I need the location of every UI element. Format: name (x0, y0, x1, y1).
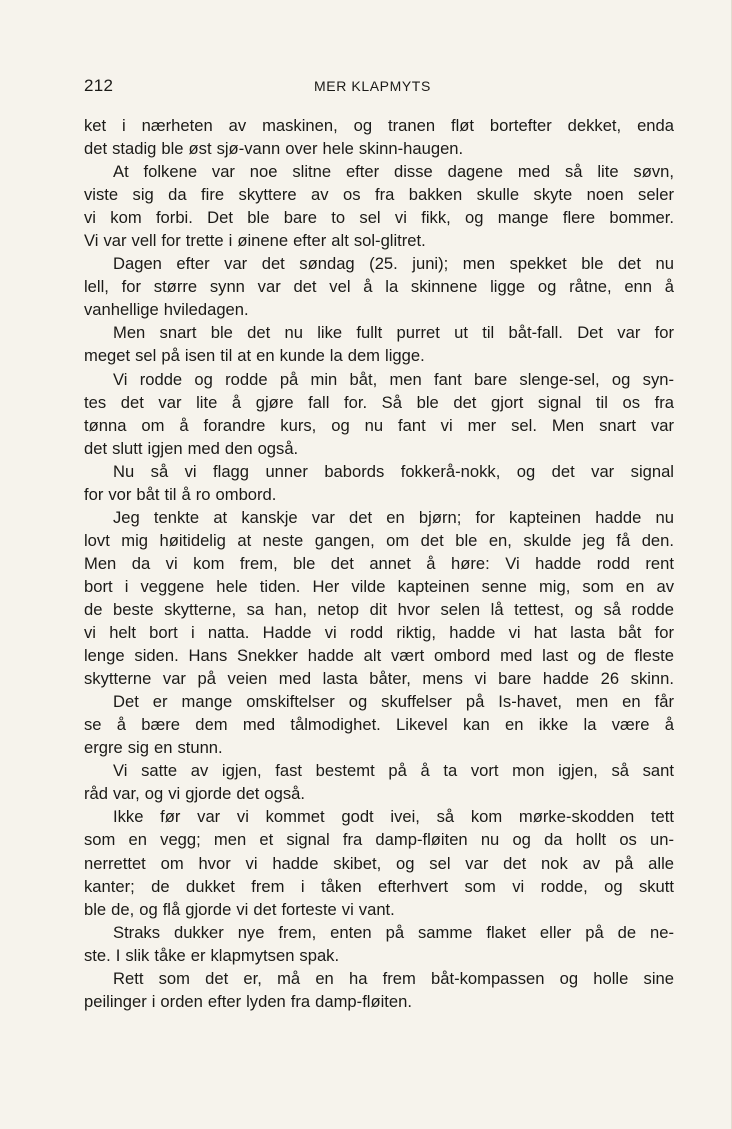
text-line: Dagen efter var det søndag (25. juni); men spekket ble det nu (113, 254, 674, 274)
body-text (84, 114, 674, 1013)
text-line: som en vegg; men et signal fra damp-fløiten nu og da hollt os un- (84, 830, 674, 850)
text-line: Men da vi kom frem, ble det annet å høre: Vi hadde rodd rent (84, 553, 674, 573)
text-line: At folkene var noe slitne efter disse dagene med så lite søvn, (113, 162, 674, 182)
text-line: de beste skytterne, sa han, netop dit hvor selen lå tettest, og så rodde (84, 599, 674, 619)
text-line: Det er mange omskiftelser og skuffelser på Is-havet, men en får (113, 692, 674, 712)
text-line: for vor båt til å ro ombord. (84, 484, 277, 504)
text-line: ble de, og flå gjorde vi det forteste vi vant. (84, 899, 395, 919)
text-line: tes det var lite å gjøre fall for. Så ble det gjort signal til os fra (84, 392, 674, 412)
text-line: meget sel på isen til at en kunde la dem ligge. (84, 346, 425, 366)
running-head (84, 72, 674, 98)
text-line: kanter; de dukket frem i tåken efterhvert som vi rodde, og skutt (84, 876, 674, 896)
text-line: ket i nærheten av maskinen, og tranen fløt bortefter dekket, enda (84, 116, 674, 135)
running-title: MER KLAPMYTS (314, 78, 431, 94)
text-line: Vi var vell for trette i øinene efter alt sol-glitret. (84, 231, 426, 251)
text-line: lell, for større synn var det vel å la skinnene ligge og råtne, enn å (84, 277, 674, 297)
text-line: skytterne var på veien med lasta båter, mens vi bare hadde 26 skinn. (84, 669, 674, 689)
text-line: Vi satte av igjen, fast bestemt på å ta vort mon igjen, så sant (113, 761, 674, 781)
page-number: 212 (84, 76, 114, 95)
text-line: råd var, og vi gjorde det også. (84, 784, 306, 804)
text-line: Vi rodde og rodde på min båt, men fant bare slenge-sel, og syn- (113, 369, 674, 389)
text-line: vi helt bort i natta. Hadde vi rodd riktig, hadde vi hat lasta båt for (84, 623, 674, 643)
text-line: lenge siden. Hans Snekker hadde alt vært ombord med last og de fleste (84, 646, 674, 666)
text-line: ste. I slik tåke er klapmytsen spak. (84, 945, 340, 965)
text-line: det stadig ble øst sjø-vann over hele skinn-haugen. (84, 139, 464, 159)
text-line: Nu så vi flagg unner babords fokkerå-nokk, og det var signal (113, 461, 674, 481)
text-line: Rett som det er, må en ha frem båt-kompassen og holle sine (113, 968, 674, 988)
text-line: Straks dukker nye frem, enten på samme flaket eller på de ne- (113, 922, 674, 942)
text-line: se å bære dem med tålmodighet. Likevel kan en ikke la være å (84, 715, 674, 735)
text-line: vi kom forbi. Det ble bare to sel vi fikk, og mange flere bommer. (84, 208, 674, 228)
text-line: lovt mig høitidelig at neste gangen, om det ble en, skulde jeg få den. (84, 530, 674, 550)
text-line: peilinger i orden efter lyden fra damp-fløiten. (84, 991, 412, 1011)
text-line: nerrettet om hvor vi hadde skibet, og sel var det nok av på alle (84, 853, 674, 873)
text-line: vanhellige hviledagen. (84, 300, 249, 320)
text-line: Men snart ble det nu like fullt purret ut til båt-fall. Det var for (113, 323, 674, 343)
text-line: det slutt igjen med den også. (84, 438, 299, 458)
text-line: ergre sig en stunn. (84, 738, 223, 758)
text-line: viste sig da fire skyttere av os fra bakken skulle skyte noen seler (84, 185, 674, 205)
text-line: bort i veggene hele tiden. Her vilde kapteinen senne mig, som en av (84, 576, 674, 596)
text-line: tønna om å forandre kurs, og nu fant vi mer sel. Men snart var (84, 415, 674, 435)
text-line: Jeg tenkte at kanskje var det en bjørn; for kapteinen hadde nu (113, 507, 674, 527)
text-line: Ikke før var vi kommet godt ivei, så kom mørke-skodden tett (113, 807, 674, 827)
